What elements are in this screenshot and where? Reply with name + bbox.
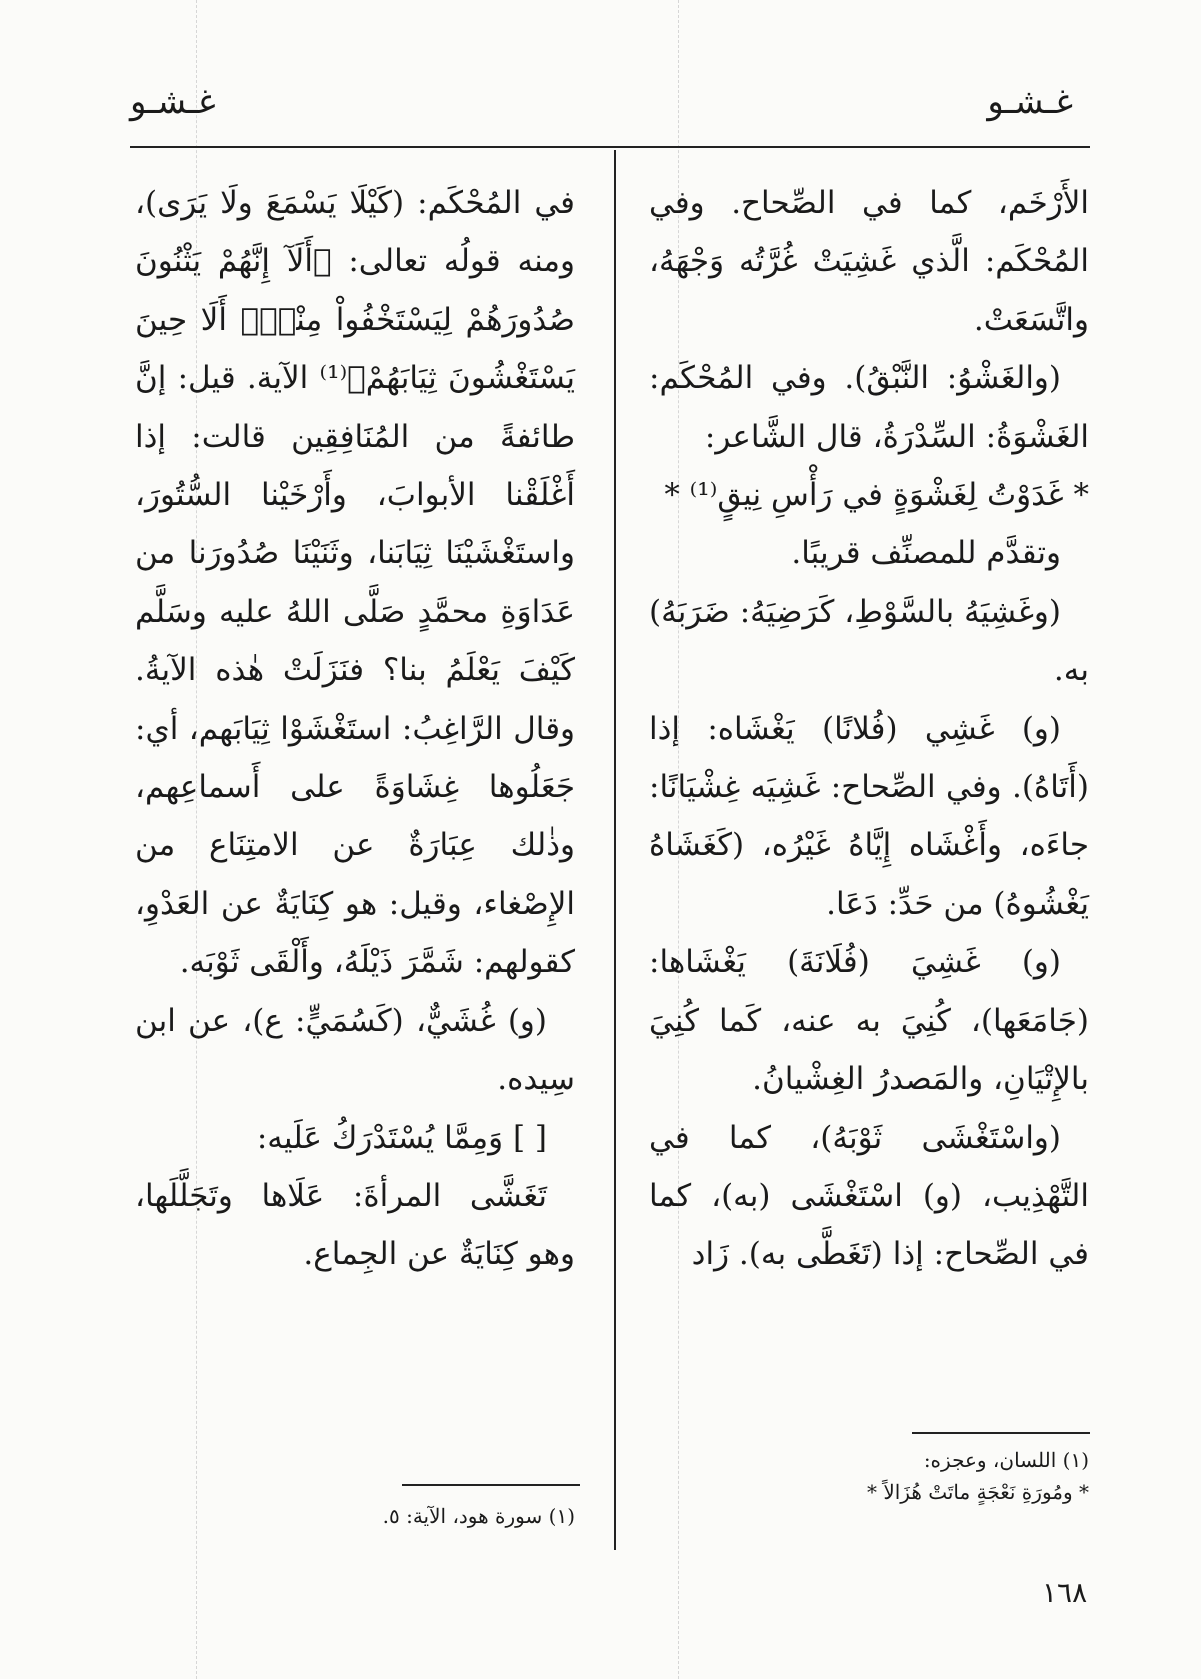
paragraph: (والغَشْوُ: النَّبْقُ). وفي المُحْكَم: الغَشْوَةُ: السِّدْرَةُ، قال الشَّاعر:: [649, 360, 1089, 455]
footnote: (١) اللسان، وعجزه:: [923, 1448, 1089, 1472]
footnote-verse: * ومُورَةِ نَعْجَةٍ ماتَتْ هُزَالاً *: [866, 1480, 1089, 1504]
running-header-left: غـشـو: [130, 82, 216, 122]
footnote-rule-left: [402, 1484, 580, 1486]
footnotes-left: [135, 1500, 575, 1532]
page-number: ١٦٨: [1042, 1576, 1088, 1609]
section-heading: [ ] وَمِمَّا يُسْتَدْرَكُ عَلَيه:: [256, 1119, 547, 1156]
verse-line: * غَدَوْتُ لِغَشْوَةٍ في رَأْسِ نِيقٍ⁽¹⁾ *: [664, 477, 1089, 514]
paragraph: (واسْتَغْشَى ثَوْبَهُ)، كما في التَّهْذِيب، (و) اسْتَغْشَى (به)، كما في الصِّحاح: إذا (تَغَطَّى به). زَاد: [649, 1119, 1089, 1273]
paragraph: (و) غَشِي (فُلانًا) يَغْشَاه: إذا (أَتَاهُ). وفي الصِّحاح: غَشِيَه غِشْيَانًا: جاءَه، وأَغْشَاه إِيَّاهُ غَيْرُه، (كَغَشَاهُ يَغْشُوهُ) من حَدِّ: دَعَا.: [649, 710, 1089, 922]
paragraph: الأَرْخَم، كما في الصِّحاح. وفي المُحْكَم: الَّذي غَشِيَتْ غُرَّتُه وَجْهَهُ، واتَّسَعَتْ.: [649, 185, 1089, 338]
paragraph: (و) غَشِيَ (فُلَانَةَ) يَغْشَاها: (جَامَعَها)، كُنِيَ به عنه، كَما كُنِيَ بالإِتْيَانِ، والمَصدرُ الغِشْيانُ.: [649, 944, 1089, 1098]
paragraph: (و) غُشَيٌّ، (كَسُمَيٍّ: ع)، عن ابن سِيده.: [135, 1002, 575, 1098]
paragraph: وتقدَّم للمصنِّف قريبًا.: [791, 535, 1061, 572]
running-header-right: غـشـو: [987, 82, 1073, 122]
left-column: [135, 174, 575, 1284]
paragraph: (وغَشِيَهُ بالسَّوْطِ، كَرَضِيَهُ: ضَرَبَهُ) به.: [649, 593, 1089, 689]
paragraph: تَغَشَّى المرأةَ: عَلَاها وتَجَلَّلَها، وهو كِنَايَةٌ عن الجِماع.: [135, 1177, 575, 1273]
header-rule: [130, 146, 1090, 148]
footnotes-right: [649, 1444, 1089, 1508]
right-column: [649, 174, 1089, 1284]
paragraph: في المُحْكَم: (كَيْلَا يَسْمَعَ ولَا يَرَى)، ومنه قولُه تعالى: ﴿أَلَآ إِنَّهُمْ يَثْنُونَ صُدُورَهُمْ لِيَسْتَخْفُواْ مِنْهُۚ أَلَا حِينَ يَسْتَغْشُونَ ثِيَابَهُمْ﴾⁽¹⁾ الآية. قيل: إنَّ طائفةً من المُنَافِقِين قالت: إذا أَغْلَقْنا الأبوابَ، وأَرْخَيْنا السُّتُورَ، واستَغْشَيْنَا ثِيَابَنا، وثَنَيْنَا صُدُورَنا من عَدَاوَةِ محمَّدٍ صَلَّى اللهُ عليه وسَلَّم كَيْفَ يَعْلَمُ بنا؟ فنَزَلَتْ هٰذه الآيةُ. وقال الرَّاغِبُ: استَغْشَوْا ثِيَابَهم، أي: جَعَلُوها غِشَاوَةً على أَسماعِهم، وذٰلك عِبَارَةٌ عن الامتِنَاع من الإِصْغاء، وقيل: هو كِنَايَةٌ عن العَدْوِ، كقولهم: شَمَّرَ ذَيْلَهُ، وأَلْقَى ثَوْبَه.: [135, 185, 575, 981]
footnote: (١) سورة هود، الآية: ٥.: [382, 1504, 575, 1528]
footnote-rule-right: [912, 1432, 1090, 1434]
column-divider: [614, 150, 616, 1550]
